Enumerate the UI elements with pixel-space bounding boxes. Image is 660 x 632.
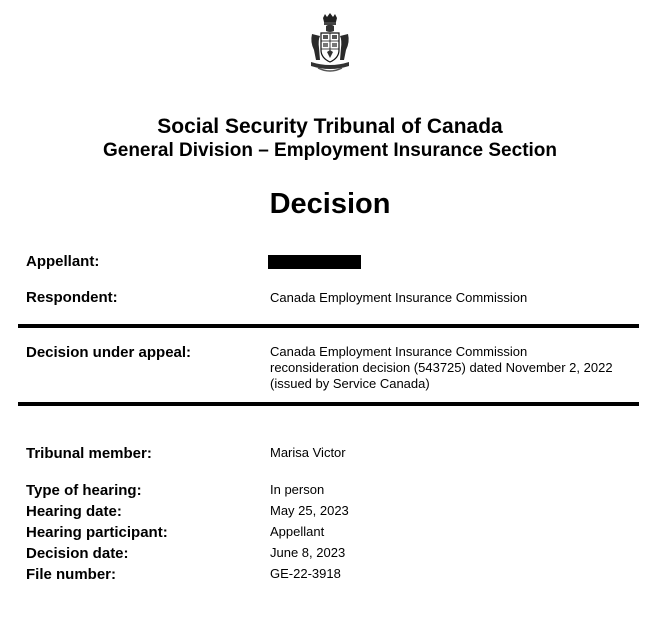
decision-under-appeal-value: Canada Employment Insurance Commission reconsideration decision (543725) dated November 2, 2022 (issued by Service Canada) — [270, 344, 613, 391]
tribunal-name: Social Security Tribunal of Canada — [157, 115, 503, 138]
file-number-label: File number: — [26, 566, 117, 583]
section-divider — [18, 402, 639, 406]
file-number-value: GE-22-3918 — [270, 566, 341, 581]
hearing-date-value: May 25, 2023 — [270, 503, 349, 518]
tribunal-member-value: Marisa Victor — [270, 445, 346, 460]
hearing-date-label: Hearing date: — [26, 503, 122, 520]
respondent-label: Respondent: — [26, 289, 118, 306]
hearing-participant-label: Hearing participant: — [26, 524, 168, 541]
hearing-type-value: In person — [270, 482, 325, 497]
decision-date-value: June 8, 2023 — [270, 545, 346, 560]
redacted-appellant-name — [268, 255, 361, 269]
division-name: General Division – Employment Insurance Section — [102, 140, 558, 161]
section-divider — [18, 324, 639, 328]
decision-date-label: Decision date: — [26, 545, 129, 562]
hearing-type-label: Type of hearing: — [26, 482, 142, 499]
tribunal-member-label: Tribunal member: — [26, 445, 152, 462]
appellant-label: Appellant: — [26, 253, 100, 270]
canada-coat-of-arms-icon — [308, 12, 352, 74]
respondent-value: Canada Employment Insurance Commission — [270, 290, 528, 305]
document-title: Decision — [269, 188, 391, 220]
decision-under-appeal-label: Decision under appeal: — [26, 344, 192, 361]
hearing-participant-value: Appellant — [270, 524, 325, 539]
